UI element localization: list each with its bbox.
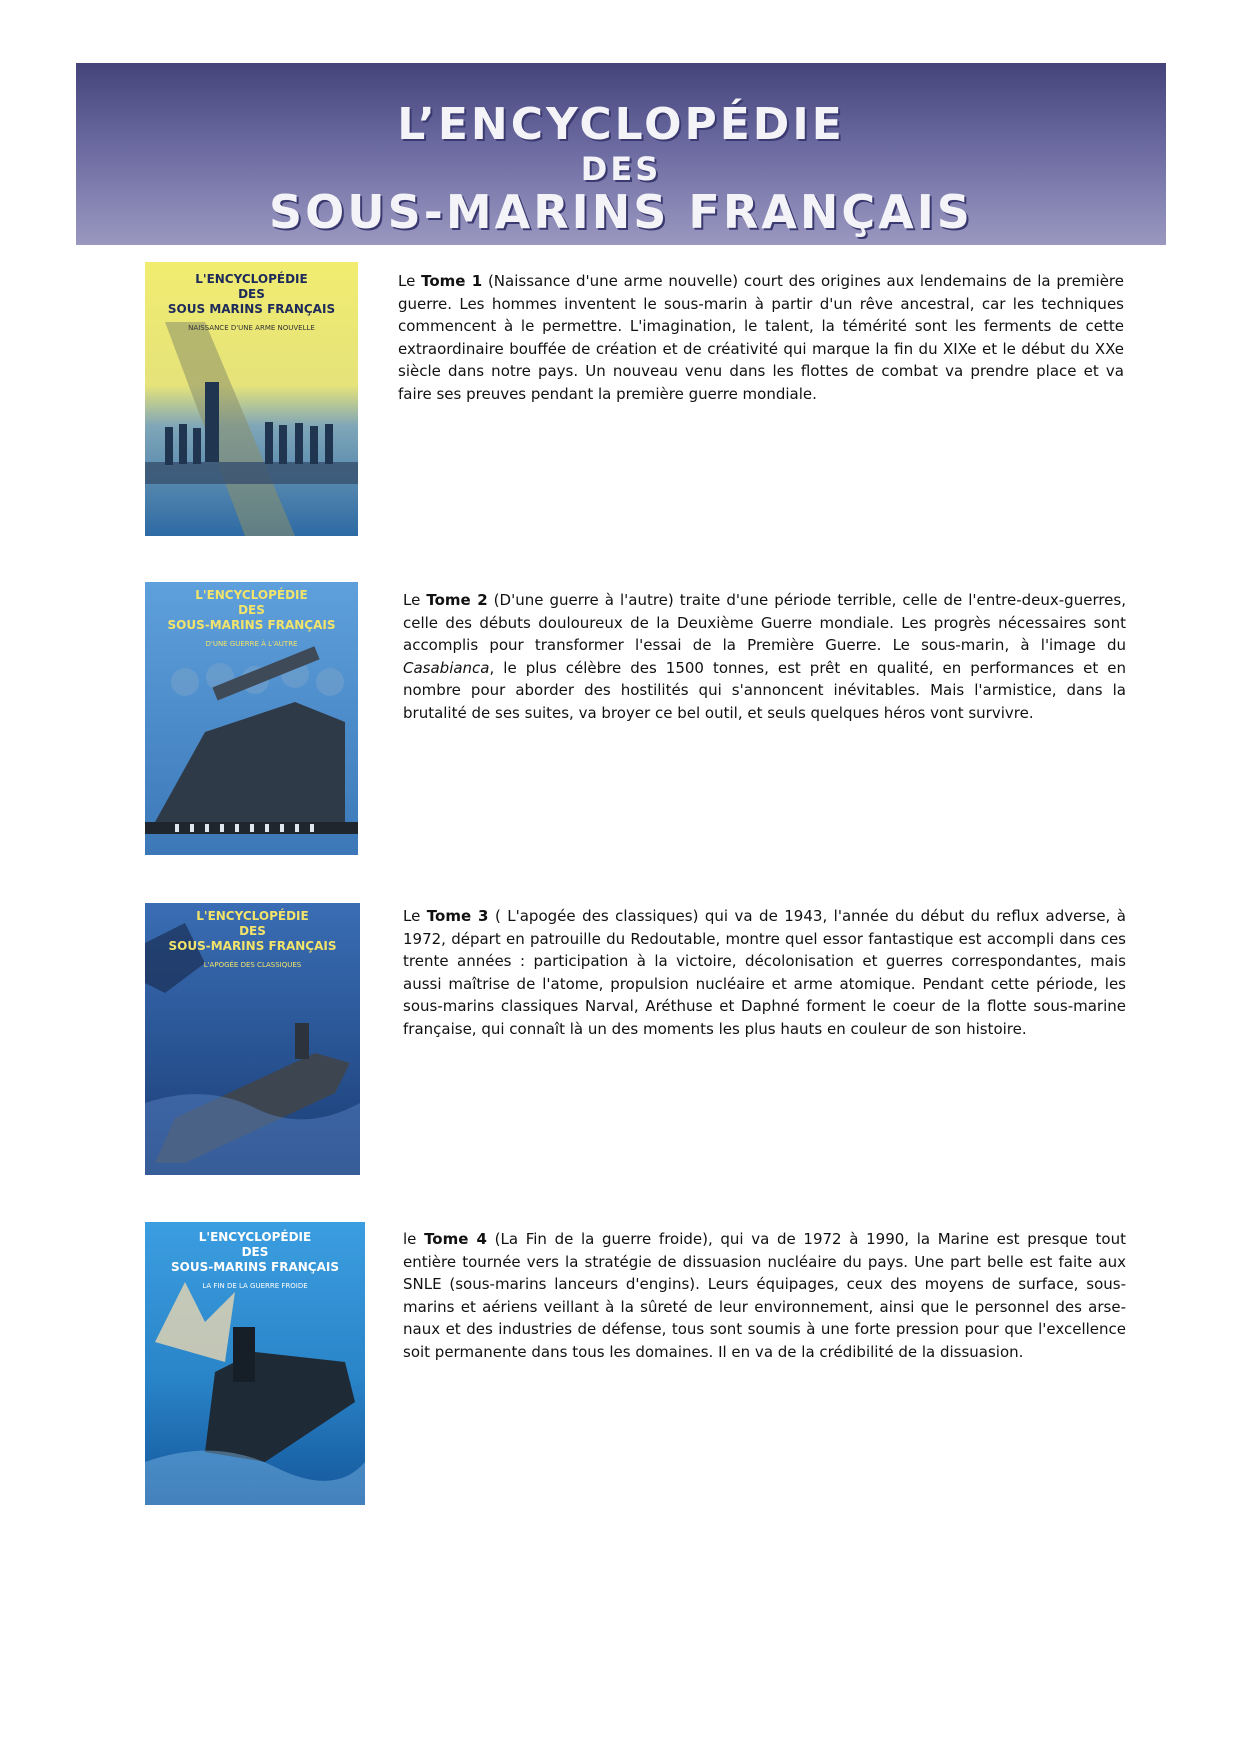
tome-4-description: le Tome 4 (La Fin de la guerre froide), qui va de 1972 à 1990, la Marine est presque tout entière tournée vers la stratégie de dissuasion nucléaire du pays. Une part belle est faite aux SNLE (sous-marins lanceurs d'engins). Leurs équipages, ceux des moyens de surface, sous-marins et aériens veillant à la sûreté de leur environnement, ainsi que le personnel des arse-naux et des industries de défense, tous sont soumis à une forte pression pour que l'excellence soit permanente dans tous les domaines. Il en va de la crédibilité de la dissuasion. [403, 1230, 1126, 1361]
tome-1-cover-subtitle: NAISSANCE D'UNE ARME NOUVELLE [188, 324, 315, 332]
tome-4-cover-subtitle: LA FIN DE LA GUERRE FROIDE [202, 1282, 308, 1290]
tome-1-cover-title-1: L'ENCYCLOPÉDIE [195, 272, 308, 286]
banner-title-line-3: SOUS-MARINS FRANÇAIS [269, 185, 973, 239]
banner-title-line-1: L’ENCYCLOPÉDIE [397, 99, 845, 150]
tome-2-cover-title-3: SOUS-MARINS FRANÇAIS [167, 618, 336, 632]
tome-3-cover-title-2: DES [239, 924, 266, 938]
tome-1-cover-title-2: DES [238, 287, 265, 301]
tome-3-description: Le Tome 3 ( L'apogée des classiques) qui va de 1943, l'année du début du reflux adverse, à 1972, départ en patrouille du Redoutable, montre quel essor fantastique est accompli dans ces trente années : participation à la victoire, décolonisation et guerres correspondantes, mais aussi maîtrise de l'atome, propulsion nucléaire et arme atomique. Pendant cette période, les sous-marins classiques Narval, Aréthuse et Daphné forment le coeur de la flotte sous-marine française, qui connaît là un des moments les plus hauts en couleur de son histoire. [403, 907, 1126, 1038]
tome-1-label: Tome 1 [421, 272, 483, 290]
header-banner [76, 63, 1166, 245]
tome-4-cover-image [145, 1222, 365, 1505]
tome-2-cover-title-2: DES [238, 603, 265, 617]
tome-1-cover-title-3: SOUS MARINS FRANÇAIS [167, 302, 336, 316]
tome-3-cover-image [145, 903, 360, 1175]
tome-2-cover-image [145, 582, 358, 855]
tome-1-description: Le Tome 1 (Naissance d'une arme nouvelle) court des origines aux lendemains de la première guerre. Les hommes inventent le sous-marin à partir d'un rêve ancestral, car les techniques commencent à le permettre. L'imagination, le talent, la témérité sont les ferments de cette extraordinaire bouffée de création et de créativité qui marque la fin du XIXe et le début du XXe siècle dans notre pays. Un nouveau venu dans les flottes de combat va prendre place et va faire ses preuves pendant la première guerre mondiale. [398, 272, 1124, 403]
tome-3-cover-title-3: SOUS-MARINS FRANÇAIS [168, 939, 337, 953]
tome-2-label: Tome 2 [426, 591, 488, 609]
tome-4-label: Tome 4 [424, 1230, 487, 1248]
tome-3-label: Tome 3 [426, 907, 489, 925]
tome-1-cover-image [145, 262, 358, 536]
tome-3-cover-title-1: L'ENCYCLOPÉDIE [196, 909, 309, 923]
tome-2-description: Le Tome 2 (D'une guerre à l'autre) traite d'une période terrible, celle de l'entre-deux-guerres, celle des débuts douloureux de la Deuxième Guerre mondiale. Les progrès nécessaires sont accomplis pour transformer l'essai de la Première Guerre. Le sous-marin, à l'image du Casabianca, le plus célèbre des 1500 tonnes, est prêt en qualité, en performances et en nombre pour aborder des hostilités qui s'annoncent inévitables. Mais l'armistice, dans la brutalité de ses suites, va broyer ce bel outil, et seuls quelques héros vont survivre. [403, 591, 1126, 722]
tome-4-cover-title-3: SOUS-MARINS FRANÇAIS [171, 1260, 339, 1274]
tome-4-cover-title-2: DES [241, 1245, 269, 1259]
tome-2-cover-subtitle: D'UNE GUERRE À L'AUTRE [205, 640, 298, 648]
casabianca-name: Casabianca [403, 658, 490, 677]
tome-4-cover-title-1: L'ENCYCLOPÉDIE [198, 1230, 312, 1244]
tome-3-cover-subtitle: L'APOGÉE DES CLASSIQUES [203, 961, 302, 969]
tome-2-cover-title-1: L'ENCYCLOPÉDIE [195, 588, 308, 602]
banner-title-line-2: DES [580, 150, 662, 188]
